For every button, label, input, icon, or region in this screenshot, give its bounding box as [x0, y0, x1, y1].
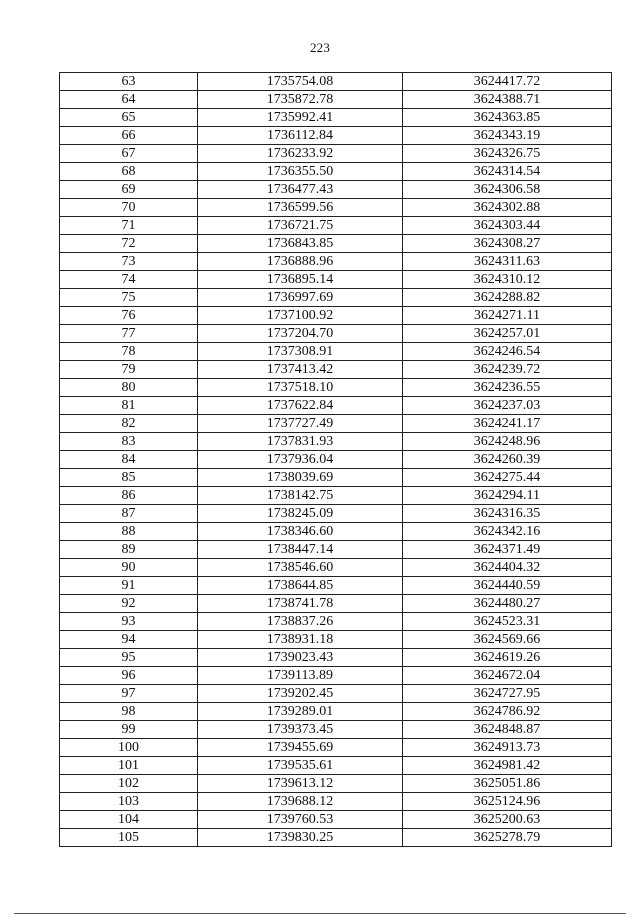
- y-coordinate-cell: 3624342.16: [403, 523, 612, 541]
- point-number-cell: 66: [60, 127, 198, 145]
- point-number-cell: 92: [60, 595, 198, 613]
- y-coordinate-cell: 3624363.85: [403, 109, 612, 127]
- point-number-cell: 74: [60, 271, 198, 289]
- y-coordinate-cell: 3624248.96: [403, 433, 612, 451]
- y-coordinate-cell: 3624241.17: [403, 415, 612, 433]
- point-number-cell: 79: [60, 361, 198, 379]
- point-number-cell: 87: [60, 505, 198, 523]
- table-row: [60, 721, 612, 739]
- y-coordinate-cell: 3624294.11: [403, 487, 612, 505]
- table-row: [60, 469, 612, 487]
- table-row: [60, 181, 612, 199]
- point-number-cell: 101: [60, 757, 198, 775]
- table-row: [60, 235, 612, 253]
- x-coordinate-cell: 1736997.69: [198, 289, 403, 307]
- y-coordinate-cell: 3624913.73: [403, 739, 612, 757]
- y-coordinate-cell: 3624288.82: [403, 289, 612, 307]
- point-number-cell: 89: [60, 541, 198, 559]
- x-coordinate-cell: 1739535.61: [198, 757, 403, 775]
- y-coordinate-cell: 3624260.39: [403, 451, 612, 469]
- table-row: [60, 775, 612, 793]
- table-row: [60, 487, 612, 505]
- point-number-cell: 81: [60, 397, 198, 415]
- point-number-cell: 104: [60, 811, 198, 829]
- table-row: [60, 739, 612, 757]
- table-row: [60, 73, 612, 91]
- table-row: [60, 523, 612, 541]
- table-row: [60, 379, 612, 397]
- point-number-cell: 82: [60, 415, 198, 433]
- y-coordinate-cell: 3624326.75: [403, 145, 612, 163]
- y-coordinate-cell: 3624236.55: [403, 379, 612, 397]
- table-row: [60, 685, 612, 703]
- x-coordinate-cell: 1737727.49: [198, 415, 403, 433]
- table-row: [60, 415, 612, 433]
- table-row: [60, 433, 612, 451]
- y-coordinate-cell: 3624523.31: [403, 613, 612, 631]
- x-coordinate-cell: 1738245.09: [198, 505, 403, 523]
- x-coordinate-cell: 1738837.26: [198, 613, 403, 631]
- x-coordinate-cell: 1739202.45: [198, 685, 403, 703]
- y-coordinate-cell: 3624404.32: [403, 559, 612, 577]
- y-coordinate-cell: 3624308.27: [403, 235, 612, 253]
- table-row: [60, 271, 612, 289]
- x-coordinate-cell: 1736355.50: [198, 163, 403, 181]
- x-coordinate-cell: 1738346.60: [198, 523, 403, 541]
- page-number: 223: [309, 40, 331, 55]
- point-number-cell: 70: [60, 199, 198, 217]
- table-row: [60, 613, 612, 631]
- point-number-cell: 78: [60, 343, 198, 361]
- y-coordinate-cell: 3624727.95: [403, 685, 612, 703]
- point-number-cell: 94: [60, 631, 198, 649]
- y-coordinate-cell: 3624275.44: [403, 469, 612, 487]
- table-row: [60, 325, 612, 343]
- table-row: [60, 127, 612, 145]
- point-number-cell: 91: [60, 577, 198, 595]
- table-row: [60, 505, 612, 523]
- y-coordinate-cell: 3624246.54: [403, 343, 612, 361]
- x-coordinate-cell: 1739023.43: [198, 649, 403, 667]
- y-coordinate-cell: 3624257.01: [403, 325, 612, 343]
- x-coordinate-cell: 1739613.12: [198, 775, 403, 793]
- y-coordinate-cell: 3624569.66: [403, 631, 612, 649]
- y-coordinate-cell: 3624440.59: [403, 577, 612, 595]
- x-coordinate-cell: 1737622.84: [198, 397, 403, 415]
- y-coordinate-cell: 3624786.92: [403, 703, 612, 721]
- point-number-cell: 96: [60, 667, 198, 685]
- y-coordinate-cell: 3624672.04: [403, 667, 612, 685]
- y-coordinate-cell: 3625051.86: [403, 775, 612, 793]
- table-row: [60, 829, 612, 847]
- y-coordinate-cell: 3624302.88: [403, 199, 612, 217]
- table-row: [60, 757, 612, 775]
- table-row: [60, 163, 612, 181]
- point-number-cell: 75: [60, 289, 198, 307]
- point-number-cell: 105: [60, 829, 198, 847]
- coordinates-table-body: [60, 73, 612, 847]
- x-coordinate-cell: 1737308.91: [198, 343, 403, 361]
- point-number-cell: 90: [60, 559, 198, 577]
- point-number-cell: 98: [60, 703, 198, 721]
- point-number-cell: 65: [60, 109, 198, 127]
- point-number-cell: 64: [60, 91, 198, 109]
- y-coordinate-cell: 3624343.19: [403, 127, 612, 145]
- point-number-cell: 86: [60, 487, 198, 505]
- point-number-cell: 67: [60, 145, 198, 163]
- table-row: [60, 631, 612, 649]
- y-coordinate-cell: 3625200.63: [403, 811, 612, 829]
- table-row: [60, 145, 612, 163]
- point-number-cell: 102: [60, 775, 198, 793]
- y-coordinate-cell: 3624310.12: [403, 271, 612, 289]
- point-number-cell: 71: [60, 217, 198, 235]
- x-coordinate-cell: 1735754.08: [198, 73, 403, 91]
- x-coordinate-cell: 1739289.01: [198, 703, 403, 721]
- table-row: [60, 577, 612, 595]
- y-coordinate-cell: 3624306.58: [403, 181, 612, 199]
- x-coordinate-cell: 1737831.93: [198, 433, 403, 451]
- point-number-cell: 68: [60, 163, 198, 181]
- x-coordinate-cell: 1737518.10: [198, 379, 403, 397]
- point-number-cell: 99: [60, 721, 198, 739]
- point-number-cell: 88: [60, 523, 198, 541]
- point-number-cell: 77: [60, 325, 198, 343]
- point-number-cell: 95: [60, 649, 198, 667]
- y-coordinate-cell: 3624237.03: [403, 397, 612, 415]
- point-number-cell: 72: [60, 235, 198, 253]
- y-coordinate-cell: 3624239.72: [403, 361, 612, 379]
- x-coordinate-cell: 1736233.92: [198, 145, 403, 163]
- table-row: [60, 361, 612, 379]
- table-row: [60, 109, 612, 127]
- x-coordinate-cell: 1736477.43: [198, 181, 403, 199]
- table-row: [60, 667, 612, 685]
- y-coordinate-cell: 3624311.63: [403, 253, 612, 271]
- table-row: [60, 595, 612, 613]
- table-row: [60, 307, 612, 325]
- x-coordinate-cell: 1739830.25: [198, 829, 403, 847]
- point-number-cell: 97: [60, 685, 198, 703]
- table-row: [60, 91, 612, 109]
- table-row: [60, 289, 612, 307]
- x-coordinate-cell: 1735872.78: [198, 91, 403, 109]
- x-coordinate-cell: 1739373.45: [198, 721, 403, 739]
- y-coordinate-cell: 3624480.27: [403, 595, 612, 613]
- y-coordinate-cell: 3624303.44: [403, 217, 612, 235]
- x-coordinate-cell: 1737936.04: [198, 451, 403, 469]
- x-coordinate-cell: 1739113.89: [198, 667, 403, 685]
- x-coordinate-cell: 1739688.12: [198, 793, 403, 811]
- y-coordinate-cell: 3624371.49: [403, 541, 612, 559]
- y-coordinate-cell: 3624388.71: [403, 91, 612, 109]
- point-number-cell: 93: [60, 613, 198, 631]
- x-coordinate-cell: 1738039.69: [198, 469, 403, 487]
- table-row: [60, 199, 612, 217]
- point-number-cell: 84: [60, 451, 198, 469]
- x-coordinate-cell: 1736843.85: [198, 235, 403, 253]
- point-number-cell: 76: [60, 307, 198, 325]
- x-coordinate-cell: 1736721.75: [198, 217, 403, 235]
- table-row: [60, 451, 612, 469]
- table-row: [60, 811, 612, 829]
- x-coordinate-cell: 1738142.75: [198, 487, 403, 505]
- point-number-cell: 85: [60, 469, 198, 487]
- x-coordinate-cell: 1739760.53: [198, 811, 403, 829]
- x-coordinate-cell: 1736599.56: [198, 199, 403, 217]
- y-coordinate-cell: 3625278.79: [403, 829, 612, 847]
- x-coordinate-cell: 1738644.85: [198, 577, 403, 595]
- x-coordinate-cell: 1737100.92: [198, 307, 403, 325]
- point-number-cell: 69: [60, 181, 198, 199]
- y-coordinate-cell: 3624848.87: [403, 721, 612, 739]
- x-coordinate-cell: 1736112.84: [198, 127, 403, 145]
- y-coordinate-cell: 3624271.11: [403, 307, 612, 325]
- x-coordinate-cell: 1736895.14: [198, 271, 403, 289]
- point-number-cell: 63: [60, 73, 198, 91]
- y-coordinate-cell: 3624619.26: [403, 649, 612, 667]
- x-coordinate-cell: 1738741.78: [198, 595, 403, 613]
- table-row: [60, 649, 612, 667]
- x-coordinate-cell: 1737204.70: [198, 325, 403, 343]
- point-number-cell: 103: [60, 793, 198, 811]
- point-number-cell: 83: [60, 433, 198, 451]
- table-row: [60, 397, 612, 415]
- y-coordinate-cell: 3624981.42: [403, 757, 612, 775]
- x-coordinate-cell: 1736888.96: [198, 253, 403, 271]
- table-row: [60, 217, 612, 235]
- x-coordinate-cell: 1739455.69: [198, 739, 403, 757]
- table-row: [60, 559, 612, 577]
- table-row: [60, 703, 612, 721]
- table-row: [60, 343, 612, 361]
- table-row: [60, 541, 612, 559]
- x-coordinate-cell: 1735992.41: [198, 109, 403, 127]
- x-coordinate-cell: 1738447.14: [198, 541, 403, 559]
- x-coordinate-cell: 1738546.60: [198, 559, 403, 577]
- x-coordinate-cell: 1738931.18: [198, 631, 403, 649]
- coordinates-table: [59, 72, 612, 847]
- y-coordinate-cell: 3624314.54: [403, 163, 612, 181]
- y-coordinate-cell: 3624316.35: [403, 505, 612, 523]
- y-coordinate-cell: 3624417.72: [403, 73, 612, 91]
- table-row: [60, 253, 612, 271]
- point-number-cell: 80: [60, 379, 198, 397]
- x-coordinate-cell: 1737413.42: [198, 361, 403, 379]
- table-row: [60, 793, 612, 811]
- point-number-cell: 100: [60, 739, 198, 757]
- point-number-cell: 73: [60, 253, 198, 271]
- scan-edge-line: [14, 913, 626, 914]
- y-coordinate-cell: 3625124.96: [403, 793, 612, 811]
